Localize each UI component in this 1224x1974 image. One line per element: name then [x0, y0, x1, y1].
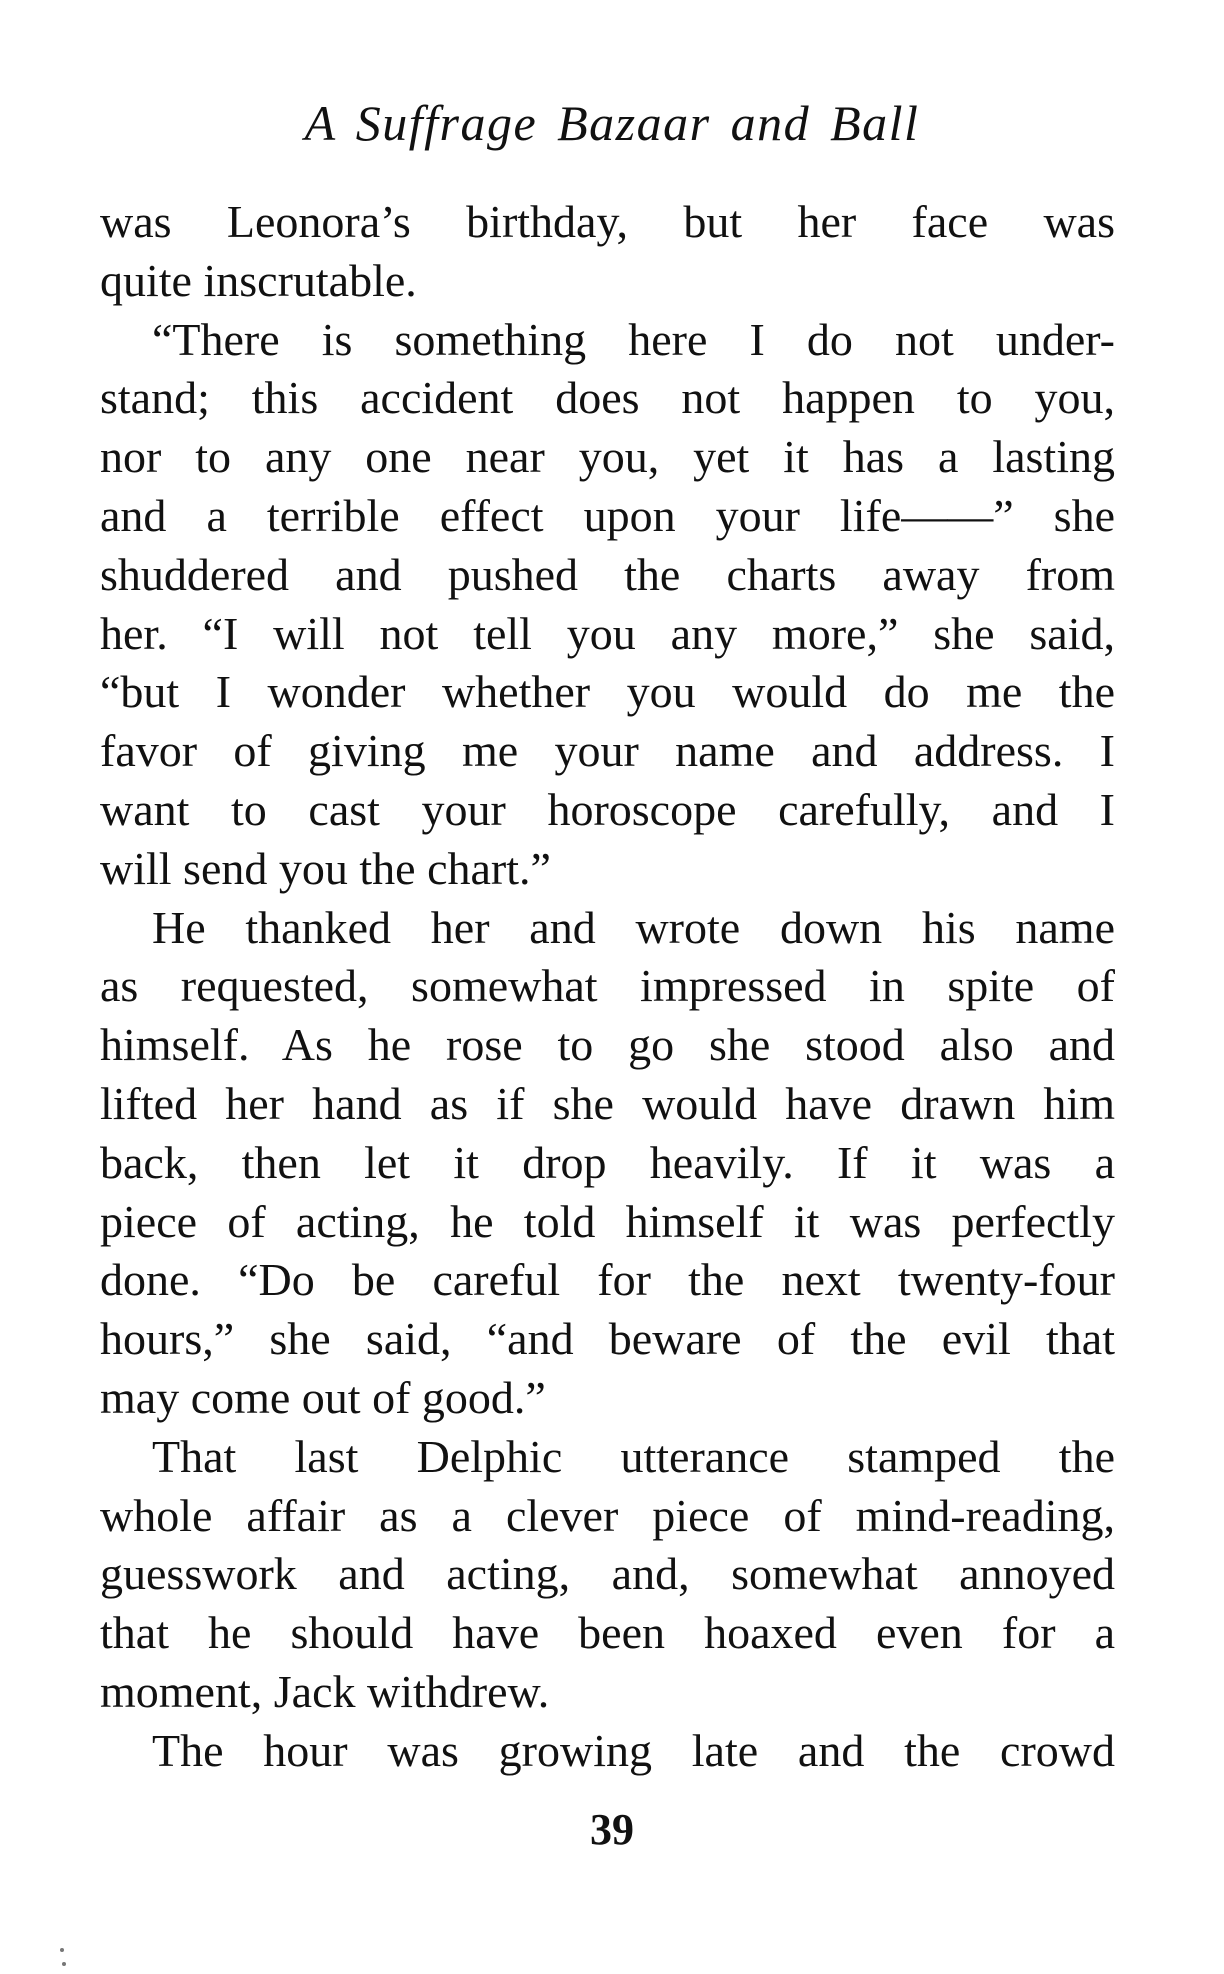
text-line: favor of giving me your name and address. I — [100, 725, 1115, 777]
text-line: may come out of good.” — [100, 1371, 546, 1423]
paragraph-5 — [100, 1722, 1115, 1781]
text-line: whole affair as a clever piece of mind-reading, — [100, 1489, 1115, 1541]
text-line: back, then let it drop heavily. If it was a — [100, 1136, 1115, 1188]
scan-speck — [62, 1962, 66, 1966]
paragraph-3 — [100, 899, 1115, 1428]
text-line: That last Delphic utterance stamped the — [152, 1430, 1115, 1482]
paragraph-4 — [100, 1428, 1115, 1722]
text-line: himself. As he rose to go she stood also and — [100, 1019, 1115, 1071]
text-line: as requested, somewhat impressed in spite of — [100, 960, 1115, 1012]
text-line: stand; this accident does not happen to you, — [100, 372, 1115, 424]
text-line: shuddered and pushed the charts away from — [100, 548, 1115, 600]
text-line: nor to any one near you, yet it has a lasting — [100, 431, 1115, 483]
text-line: that he should have been hoaxed even for a — [100, 1607, 1115, 1659]
text-line: lifted her hand as if she would have drawn him — [100, 1077, 1115, 1129]
text-line: He thanked her and wrote down his name — [152, 901, 1115, 953]
text-line: “but I wonder whether you would do me the — [100, 666, 1115, 718]
paragraph-1 — [100, 193, 1115, 311]
text-line: quite inscrutable. — [100, 254, 417, 306]
text-line: will send you the chart.” — [100, 842, 551, 894]
paragraph-2 — [100, 311, 1115, 899]
scan-speck — [60, 1948, 64, 1952]
text-line: her. “I will not tell you any more,” she said, — [100, 607, 1115, 659]
text-line: want to cast your horoscope carefully, and I — [100, 783, 1115, 835]
body-text — [100, 193, 1115, 1781]
text-line: piece of acting, he told himself it was perfectly — [100, 1195, 1115, 1247]
text-line: hours,” she said, “and beware of the evil that — [100, 1313, 1115, 1365]
page-number: 39 — [590, 1805, 634, 1854]
text-line: The hour was growing late and the crowd — [152, 1724, 1115, 1776]
text-line: and a terrible effect upon your life——” she — [100, 489, 1115, 541]
text-line: was Leonora’s birthday, but her face was — [100, 196, 1115, 247]
running-head: A Suffrage Bazaar and Ball — [304, 95, 920, 151]
text-line: “There is something here I do not under- — [152, 313, 1115, 365]
text-line: moment, Jack withdrew. — [100, 1665, 550, 1717]
text-line: done. “Do be careful for the next twenty-four — [100, 1254, 1115, 1306]
text-line: guesswork and acting, and, somewhat annoyed — [100, 1548, 1115, 1600]
